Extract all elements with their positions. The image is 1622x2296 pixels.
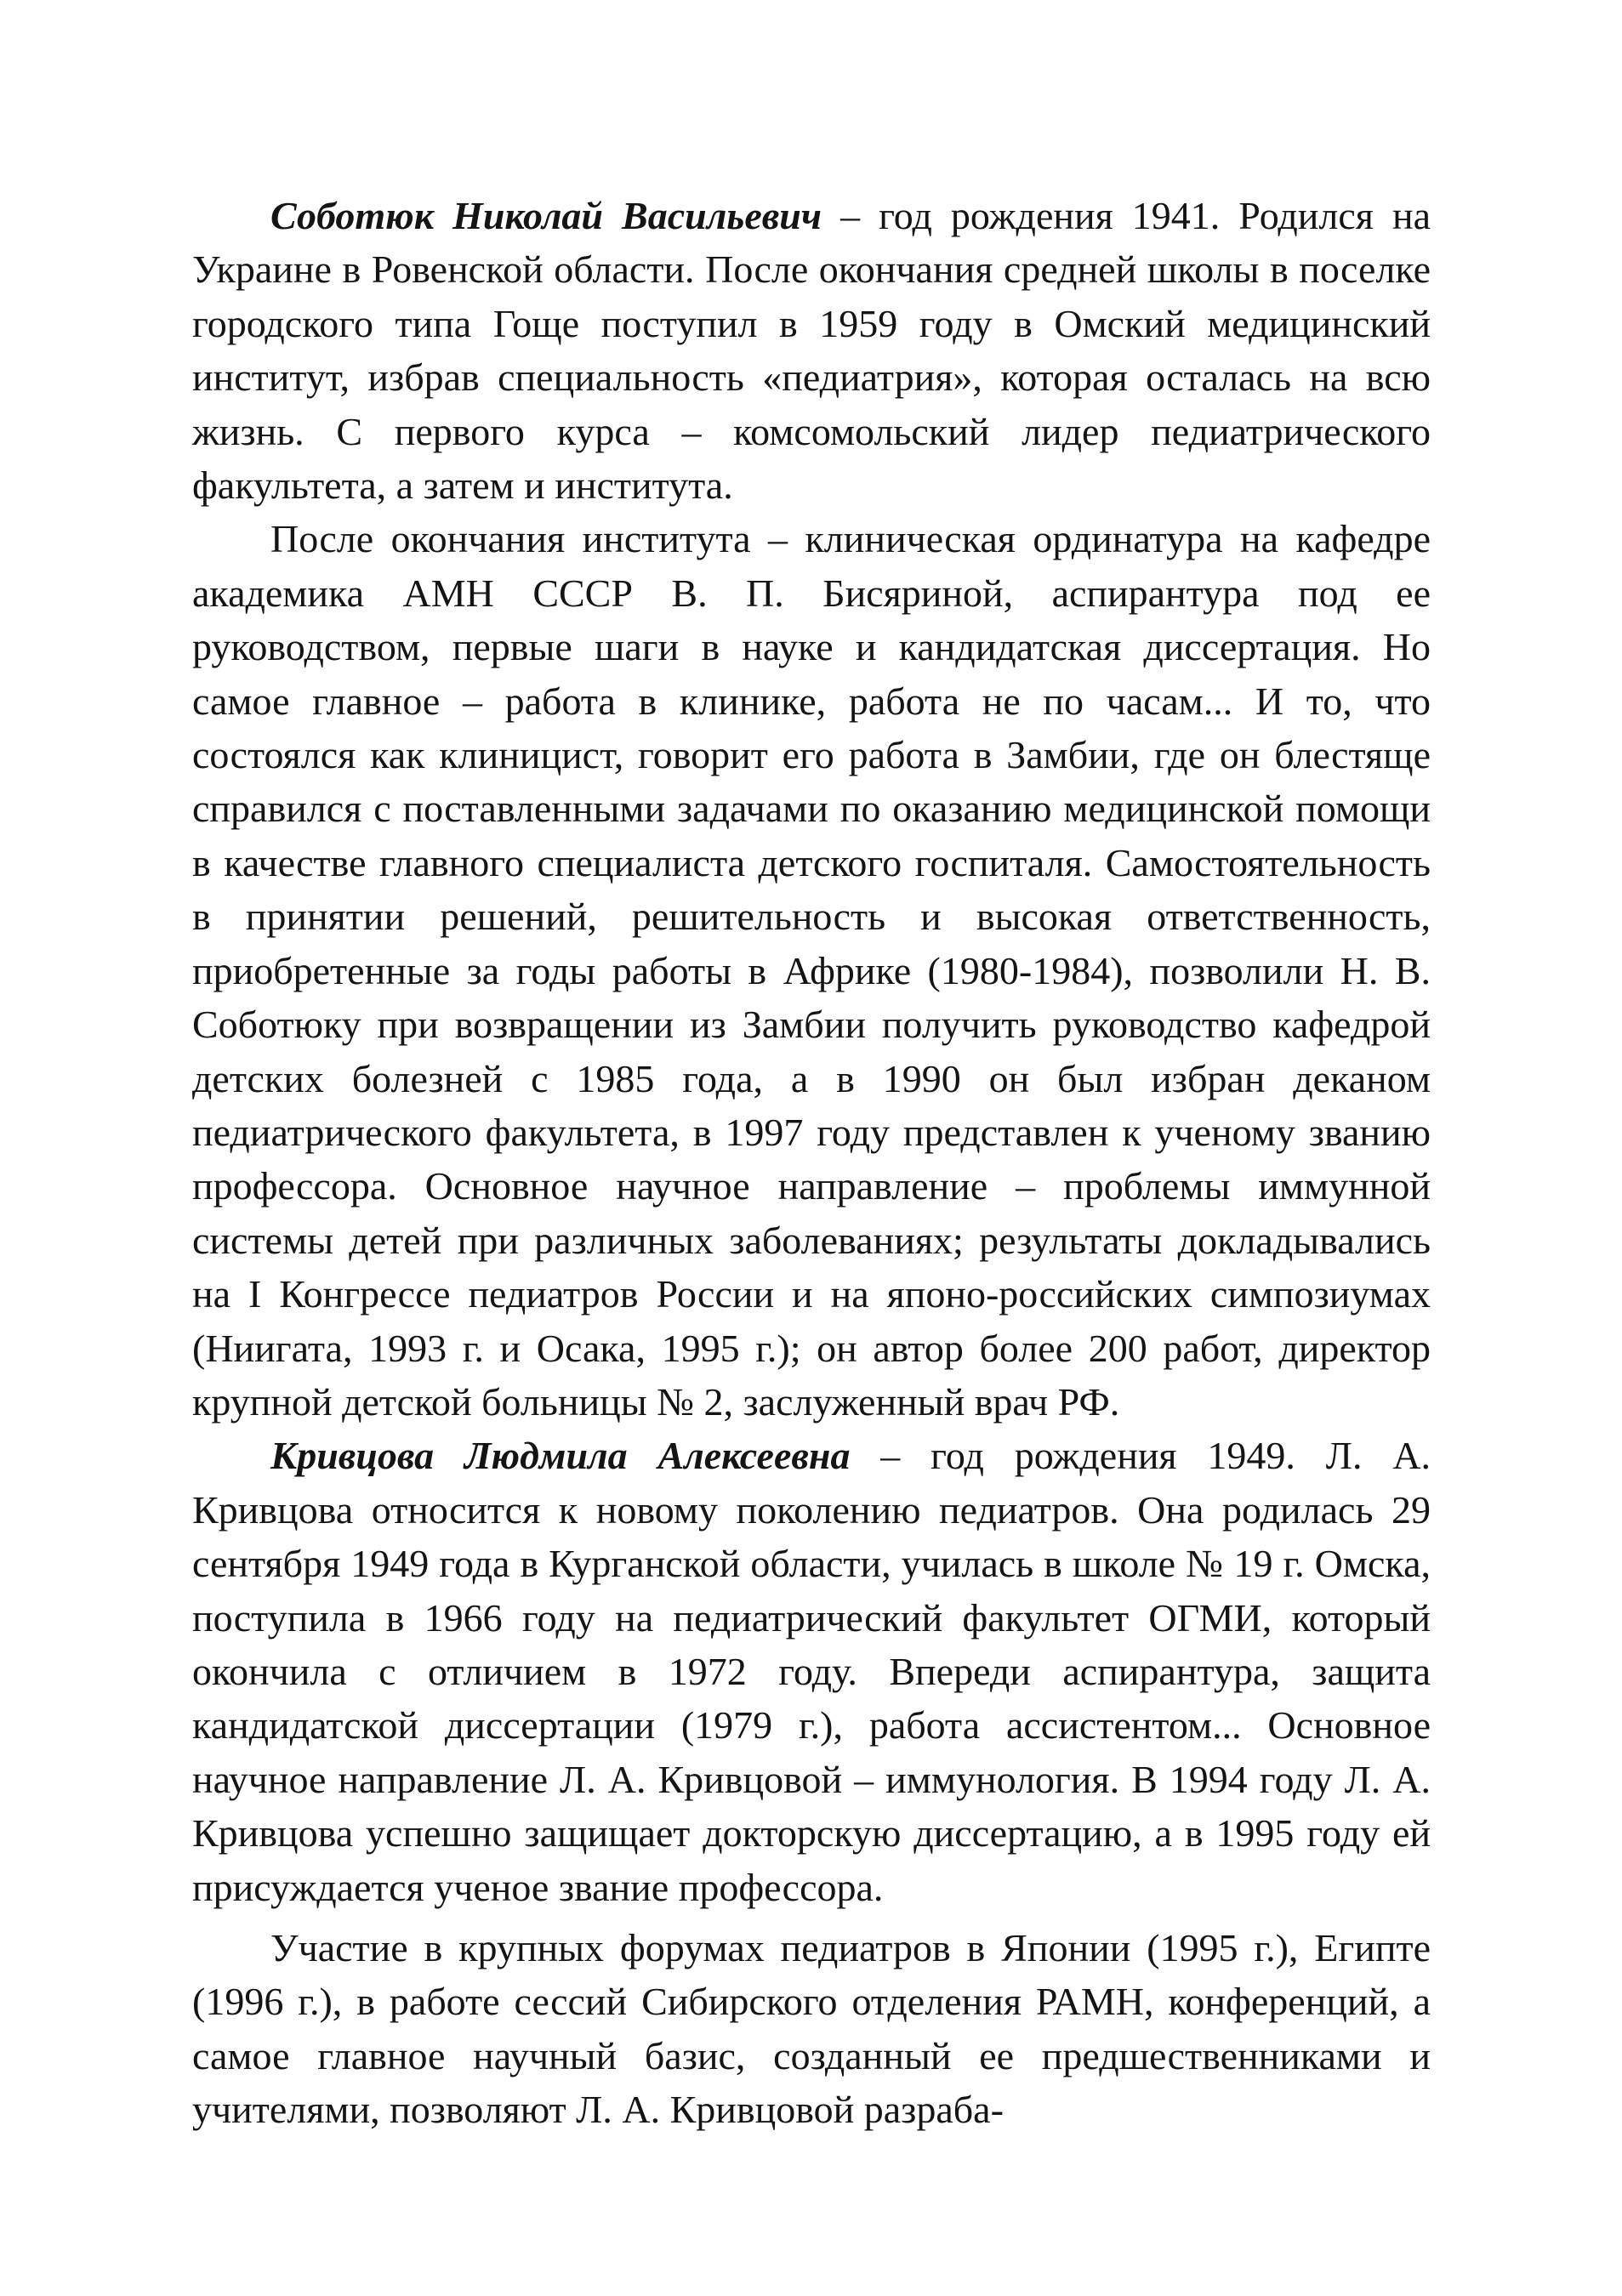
paragraph-sobotyuk-career [192,512,1431,1429]
person-name-sobotyuk: Соботюк Николай Васильевич [270,194,822,237]
document-page [192,189,1431,2137]
paragraph-text: – год рождения 1941. Родился на Украине в Ровенской области. После окончания средней школы в поселке городского типа Гоще поступил в 1959 году в Омский медицинский институт, избрав специальность «педиатрия», которая осталась на всю жизнь. С первого курса – комсомольский лидер педиатрического факультета, а затем и института. [192,194,1431,508]
paragraph-krivtsova-career [192,1921,1431,2137]
paragraph-text: Участие в крупных форумах педиатров в Японии (1995 г.), Египте (1996 г.), в работе сессий Сибирского отделения РАМН, конференций, а самое главное научный базис, созданный ее предшественниками и учителями, позволяют Л. А. Кривцовой разраба- [192,1926,1431,2132]
paragraph-krivtsova-bio [192,1429,1431,1914]
person-name-krivtsova: Кривцова Людмила Алексеевна [270,1434,851,1478]
paragraph-text: После окончания института – клиническая ординатура на кафедре академика АМН СССР В. П. Бисяриной, аспирантура под ее руководством, первые шаги в науке и кандидатская диссертация. Но самое главное – работа в клинике, работа не по часам... И то, что состоялся как клиницист, говорит его работа в Замбии, где он блестяще справился с поставленными задачами по оказанию медицинской помощи в качестве главного специалиста детского госпиталя. Самостоятельность в принятии решений, решительность и высокая ответственность, приобретенные за годы работы в Африке (1980-1984), позволили Н. В. Соботюку при возвращении из Замбии получить руководство кафедрой детских болезней с 1985 года, а в 1990 он был избран деканом педиатрического факультета, в 1997 году представлен к ученому званию профессора. Основное научное направление – проблемы иммунной системы детей при различных заболеваниях; результаты докладывались на I Конгрессе педиатров России и на японо-российских симпозиумах (Ниигата, 1993 г. и Осака, 1995 г.); он автор более 200 работ, директор крупной детской больницы № 2, заслуженный врач РФ. [192,517,1431,1424]
paragraph-text: – год рождения 1949. Л. А. Кривцова относится к новому поколению педиатров. Она родилась 29 сентября 1949 года в Курганской области, училась в школе № 19 г. Омска, поступила в 1966 году на педиатрический факультет ОГМИ, который окончила с отличием в 1972 году. Впереди аспирантура, защита кандидатской диссертации (1979 г.), работа ассистентом... Основное научное направление Л. А. Кривцовой – иммунология. В 1994 году Л. А. Кривцова успешно защищает докторскую диссертацию, а в 1995 году ей присуждается ученое звание профессора. [192,1434,1431,1909]
paragraph-sobotyuk-bio [192,189,1431,512]
